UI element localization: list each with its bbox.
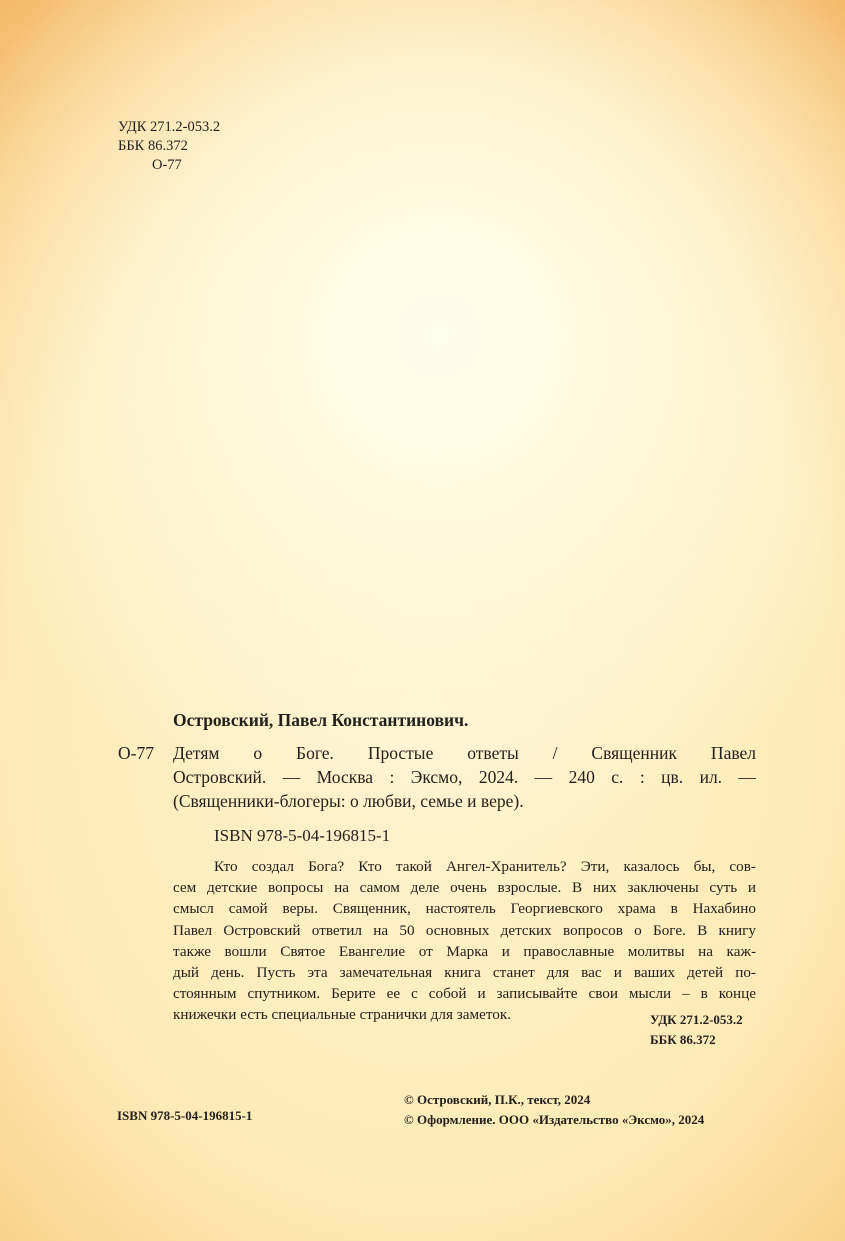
annotation-line: смысл самой веры. Священник, настоятель Георгиевского храма в Нахабино: [173, 900, 756, 918]
catalog-classification-codes: [650, 1010, 743, 1050]
footer-isbn: ISBN 978-5-04-196815-1: [117, 1108, 253, 1123]
description-line: Островский. — Москва : Эксмо, 2024. — 240 с. : цв. ил. —: [173, 767, 756, 787]
annotation: [173, 856, 756, 1026]
catalog-isbn: ISBN 978-5-04-196815-1: [214, 826, 391, 845]
bbk-code: ББК 86.372: [650, 1032, 716, 1047]
annotation-line: Павел Островский ответил на 50 основных детских вопросов о Боге. В книгу: [173, 921, 756, 939]
bbk-code: ББК 86.372: [118, 138, 188, 154]
top-classification-codes: [118, 118, 220, 175]
udk-code: УДК 271.2-053.2: [650, 1012, 743, 1027]
copyright-design: © Оформление. ООО «Издательство «Эксмо», 2024: [404, 1112, 705, 1127]
annotation-line: сем детские вопросы на самом деле очень взрослые. В них заключены суть и: [173, 879, 756, 897]
annotation-line: также вошли Святое Евангелие от Марка и православные молитвы на каж-: [173, 942, 756, 960]
copyright-notice: [404, 1090, 704, 1130]
description-line: Детям о Боге. Простые ответы / Священник Павел: [173, 743, 756, 763]
author-mark: О-77: [152, 157, 182, 173]
bibliographic-description: [173, 741, 756, 813]
annotation-line: Кто создал Бога? Кто такой Ангел-Хранитель? Эти, казалось бы, сов-: [214, 858, 756, 875]
annotation-line: дый день. Пусть эта замечательная книга станет для вас и ваших детей по-: [173, 964, 756, 982]
copyright-text: © Островский, П.К., текст, 2024: [404, 1092, 591, 1107]
udk-code: УДК 271.2-053.2: [118, 119, 221, 135]
author-heading: Островский, Павел Константинович.: [173, 710, 469, 730]
catalog-author-mark: О-77: [118, 743, 154, 763]
description-line: (Священники-блогеры: о любви, семье и вере).: [173, 791, 524, 811]
annotation-line: книжечки есть специальные странички для заметок.: [173, 1006, 512, 1024]
annotation-line: стоянным спутником. Берите ее с собой и записывайте свои мысли – в конце: [173, 985, 756, 1003]
